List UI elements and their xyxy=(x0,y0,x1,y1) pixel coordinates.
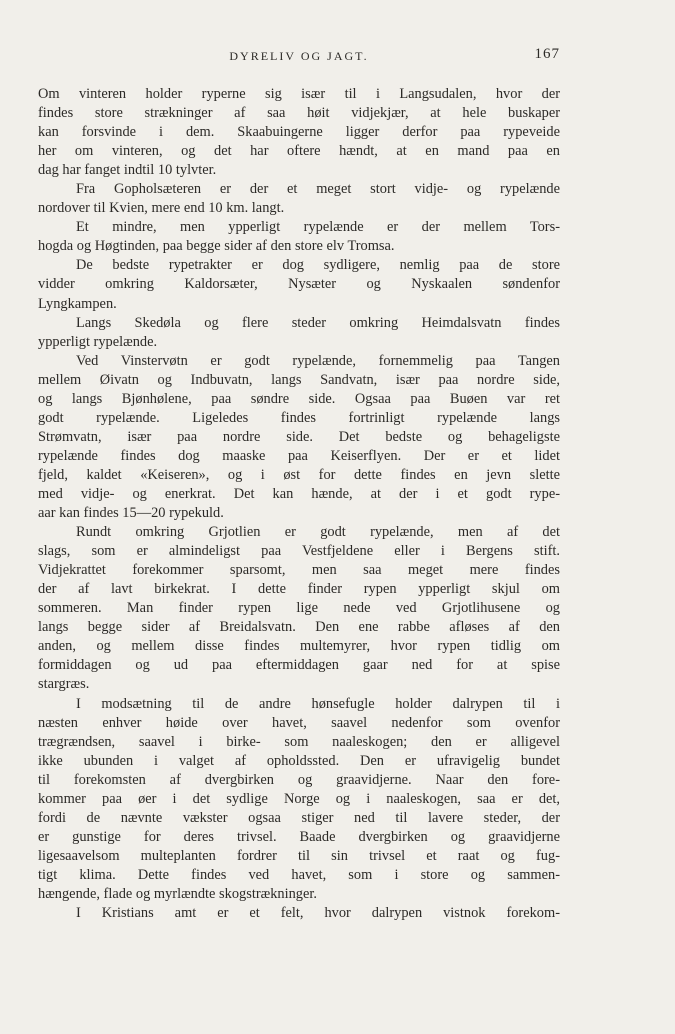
text-line: og langs Bjønhølene, paa søndre side. Ogsaa paa Buøen var ret xyxy=(38,390,560,407)
text-line: De bedste rypetrakter er dog sydligere, nemlig paa de store xyxy=(76,257,560,274)
text-line: kan forsvinde i dem. Skaabuingerne ligger derfor paa rypeveide xyxy=(38,124,560,141)
text-line: formiddagen og ud paa eftermiddagen gaar ned for at spise xyxy=(38,657,560,674)
text-line: der af lavt birkekrat. I dette finder rypen ypperligt skjul om xyxy=(38,581,560,598)
text-line: Langs Skedøla og flere steder omkring Heimdalsvatn findes xyxy=(76,314,560,331)
text-line: tigt klima. Dette findes ved havet, som i store og sammen- xyxy=(38,866,560,883)
book-page xyxy=(38,44,560,923)
text-line: slags, som er almindeligst paa Vestfjeldene eller i Bergens stift. xyxy=(38,543,560,560)
text-line: med vidje- og enerkrat. Det kan hænde, at der i et godt rype- xyxy=(38,485,560,502)
text-line: trægrændsen, saavel i birke- som naaleskogen; den er alligevel xyxy=(38,733,560,750)
text-line: I Kristians amt er et felt, hvor dalrypen vistnok forekom- xyxy=(76,905,560,922)
text-line: Strømvatn, især paa nordre side. Det bedste og behageligste xyxy=(38,428,560,445)
text-line: her om vinteren, og det har oftere hændt, at en mand paa en xyxy=(38,143,560,160)
running-head: DYRELIV OG JAGT. xyxy=(229,49,369,63)
text-line: er gunstige for deres trivsel. Baade dvergbirken og graavidjerne xyxy=(38,828,560,845)
text-line: stargræs. xyxy=(38,676,90,693)
text-line: langs begge sider af Breidalsvatn. Den ene rabbe afløses af den xyxy=(38,619,560,636)
text-line: næsten enhver høide over havet, saavel nedenfor som ovenfor xyxy=(38,714,560,731)
text-line: I modsætning til de andre hønsefugle holder dalrypen til i xyxy=(76,695,560,712)
text-line: rypelænde findes dog maaske paa Keiserflyen. Der er et lidet xyxy=(38,447,560,464)
text-line: hængende, flade og myrlændte skogstrækninger. xyxy=(38,885,317,902)
body-text xyxy=(38,85,560,923)
text-line: mellem Øivatn og Indbuvatn, langs Sandvatn, især paa nordre side, xyxy=(38,371,560,388)
text-line: fordi de nævnte vækster ogsaa stiger ned til lavere steder, der xyxy=(38,809,560,826)
text-line: godt rypelænde. Ligeledes findes fortrinligt rypelænde langs xyxy=(38,409,560,426)
text-line: Vidjekrattet forekommer sparsomt, men saa meget mere findes xyxy=(38,562,560,579)
text-line: Lyngkampen. xyxy=(38,295,117,312)
text-line: vidder omkring Kaldorsæter, Nysæter og Nyskaalen søndenfor xyxy=(38,276,560,293)
text-line: sommeren. Man finder rypen lige nede ved Grjotlihusene og xyxy=(38,600,560,617)
text-line: fjeld, kaldet «Keiseren», og i øst for dette findes en jevn slette xyxy=(38,466,560,483)
text-line: anden, og mellem disse findes multemyrer, hvor rypen tidlig om xyxy=(38,638,560,655)
text-line: ikke ubunden i valget af opholdssted. Den er ufravigelig bundet xyxy=(38,752,560,769)
text-line: Ved Vinstervøtn er godt rypelænde, fornemmelig paa Tangen xyxy=(76,352,560,369)
text-line: ligesaavelsom multeplanten fordrer til sin trivsel et raat og fug- xyxy=(38,847,560,864)
text-line: aar kan findes 15—20 rypekuld. xyxy=(38,505,224,522)
text-line: dag har fanget indtil 10 tylvter. xyxy=(38,162,217,179)
text-line: Rundt omkring Grjotlien er godt rypelænde, men af det xyxy=(76,524,560,541)
text-line: nordover til Kvien, mere end 10 km. langt. xyxy=(38,200,285,217)
page-header xyxy=(38,44,560,68)
text-line: hogda og Høgtinden, paa begge sider af den store elv Tromsa. xyxy=(38,238,395,255)
page-number: 167 xyxy=(534,46,560,62)
text-line: ypperligt rypelænde. xyxy=(38,333,158,350)
text-line: Fra Gopholsæteren er der et meget stort vidje- og rypelænde xyxy=(76,181,560,198)
text-line: findes store strækninger af saa høit vidjekjær, at hele buskaper xyxy=(38,105,560,122)
text-line: Om vinteren holder ryperne sig især til i Langsudalen, hvor der xyxy=(38,86,560,102)
text-line: kommer paa øer i det sydlige Norge og i naaleskogen, saa er det, xyxy=(38,790,560,807)
text-line: Et mindre, men ypperligt rypelænde er der mellem Tors- xyxy=(76,219,560,236)
text-line: til forekomsten af dvergbirken og graavidjerne. Naar den fore- xyxy=(38,771,560,788)
